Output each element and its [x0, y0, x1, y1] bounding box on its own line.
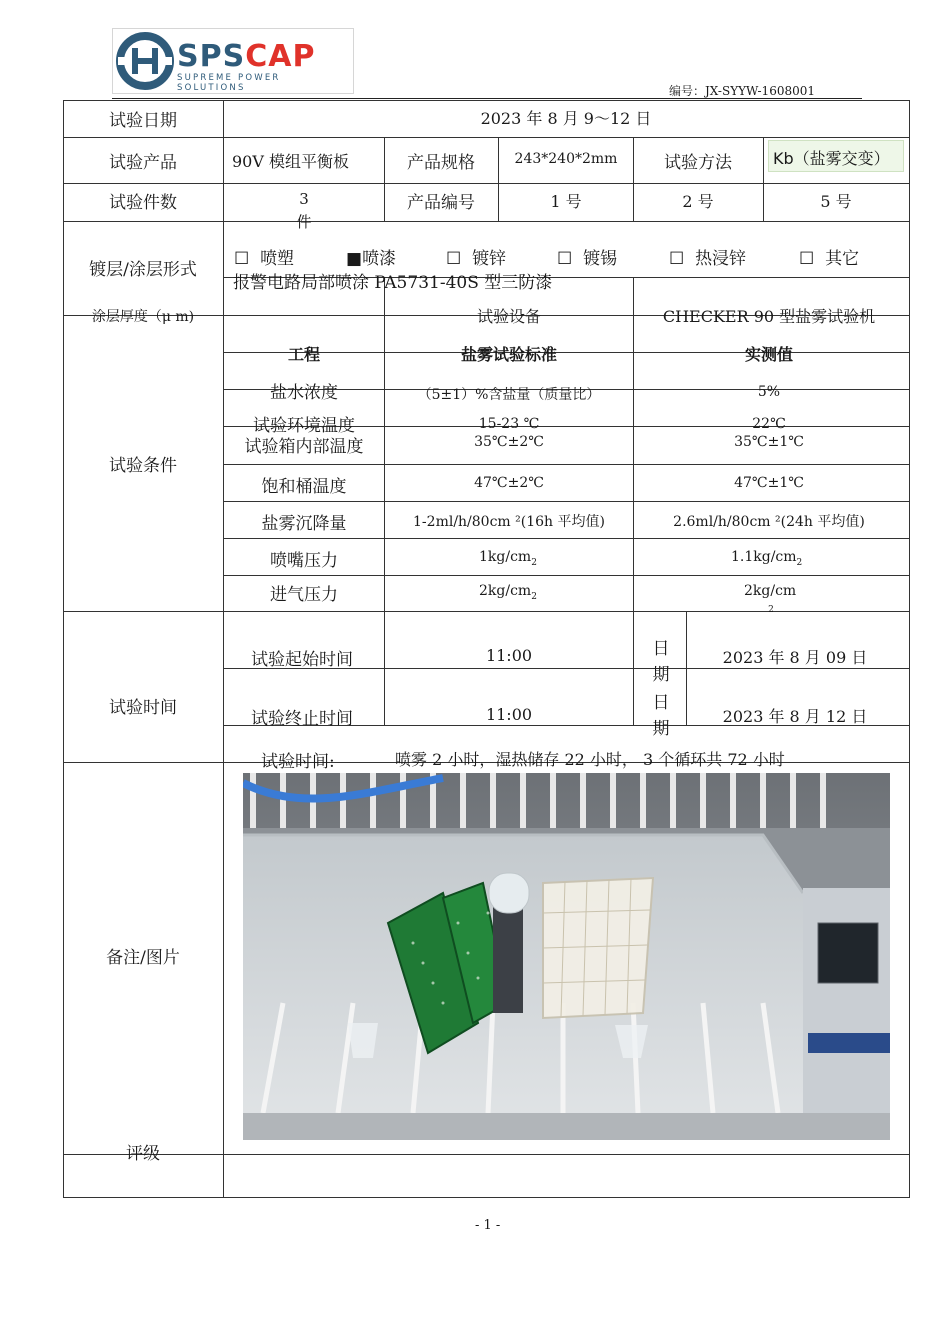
product-no-1: 1 号: [550, 192, 582, 211]
thickness-label: 涂层厚度（μ m): [91, 309, 195, 325]
product-label: 试验产品: [109, 153, 177, 173]
conditions-header-standard: 盐雾试验标准: [460, 345, 558, 364]
logo-subtitle: SUPREME POWER SOLUTIONS: [177, 73, 281, 93]
coating-option-other: ☐ 其它: [799, 249, 860, 269]
condition-measured: $1.1kg/cm_2$: [731, 549, 803, 568]
coating-label: 镀层/涂层形式: [89, 260, 197, 280]
logo-wordmark: SPSCAP: [177, 39, 316, 74]
rating-label: 评级: [126, 1144, 160, 1164]
coating-option-spray-paint: ■喷漆: [346, 249, 397, 269]
start-time-value: 11:00: [485, 646, 533, 665]
salt-spray-chamber-illustration: [243, 773, 890, 1140]
conditions-label: 试验条件: [109, 456, 177, 476]
start-date-label: 日期: [652, 639, 670, 685]
cycle-summary-value: 喷雾 2 小时，湿热储存 22 小时， 3 个循环共 72 小时: [395, 750, 785, 769]
product-value: 90V 模组平衡板: [232, 152, 350, 171]
method-value: Kb（盐雾交变）: [773, 149, 890, 168]
end-time-label: 试验终止时间: [251, 709, 353, 729]
coating-option-spray-plastic: ☐ 喷塑: [234, 249, 295, 269]
product-no-2: 2 号: [682, 192, 714, 211]
remarks-label: 备注/图片: [106, 948, 180, 968]
cycle-summary-label: 试验时间:: [261, 752, 335, 772]
condition-measured: 35℃±1℃: [734, 434, 804, 450]
equipment-label: 试验设备: [476, 307, 542, 326]
condition-standard: 15-23 ℃: [478, 416, 540, 432]
method-label: 试验方法: [664, 153, 732, 173]
header-rule: [112, 98, 862, 99]
salt-spray-chamber-photo: [243, 773, 890, 1140]
logo-emblem-icon: [114, 30, 176, 92]
condition-measured: 22℃: [752, 416, 786, 432]
condition-standard: 35℃±2℃: [474, 434, 544, 450]
product-no-label: 产品编号: [407, 193, 475, 213]
condition-measured-unit-sub: 2: [768, 605, 774, 615]
count-unit: 件: [296, 213, 312, 231]
end-time-value: 11:00: [485, 705, 533, 724]
condition-name: 试验环境温度: [253, 416, 355, 436]
spec-label: 产品规格: [407, 153, 475, 173]
method-value-box: [768, 140, 904, 172]
condition-name: 盐雾沉降量: [261, 514, 347, 534]
coating-option-zinc: ☐ 镀锌: [446, 249, 507, 269]
condition-name: 试验箱内部温度: [244, 437, 364, 457]
coating-note: 报警电路局部喷涂 PA5731-40S 型三防漆: [233, 273, 553, 293]
condition-standard: 1-2ml/h/80cm ²(16h 平均值): [413, 514, 605, 530]
timing-label: 试验时间: [109, 698, 177, 718]
condition-standard: （5±1）%含盐量（质量比）: [417, 387, 601, 403]
page-number: - 1 -: [475, 1218, 501, 1233]
start-time-label: 试验起始时间: [251, 650, 353, 670]
coating-option-hot-dip: ☐ 热浸锌: [669, 249, 747, 269]
condition-name: 盐水浓度: [270, 383, 338, 403]
condition-standard: 47℃±2℃: [474, 475, 544, 491]
count-value: 3: [299, 190, 309, 208]
document-number: 编号：JX-SYYW-1608001: [669, 84, 816, 98]
condition-name: 进气压力: [270, 585, 338, 605]
condition-standard: $1kg/cm_2$: [479, 549, 537, 568]
condition-measured: 5%: [757, 384, 781, 400]
coating-option-tin: ☐ 镀锡: [557, 249, 618, 269]
start-date-value: 2023 年 8 月 09 日: [722, 648, 868, 667]
conditions-header-measured: 实测值: [744, 345, 794, 364]
end-date-value: 2023 年 8 月 12 日: [722, 707, 868, 726]
condition-measured: 2.6ml/h/80cm ²(24h 平均值): [673, 514, 865, 530]
condition-measured: 47℃±1℃: [734, 475, 804, 491]
equipment-value: CHECKER 90 型盐雾试验机: [662, 307, 876, 326]
condition-standard: $2kg/cm_2$: [479, 583, 537, 602]
product-no-3: 5 号: [820, 192, 852, 211]
company-logo: [112, 28, 354, 94]
test-date-value: 2023 年 8 月 9～12 日: [480, 109, 652, 128]
end-date-label: 日期: [652, 693, 670, 739]
condition-name: 饱和桶温度: [261, 477, 347, 497]
conditions-header-item: 工程: [287, 345, 321, 364]
condition-name: 喷嘴压力: [270, 551, 338, 571]
count-label: 试验件数: [109, 193, 177, 213]
condition-measured: 2kg/cm: [744, 583, 797, 599]
test-date-label: 试验日期: [109, 111, 177, 131]
spec-value: 243*240*2mm: [514, 151, 618, 167]
